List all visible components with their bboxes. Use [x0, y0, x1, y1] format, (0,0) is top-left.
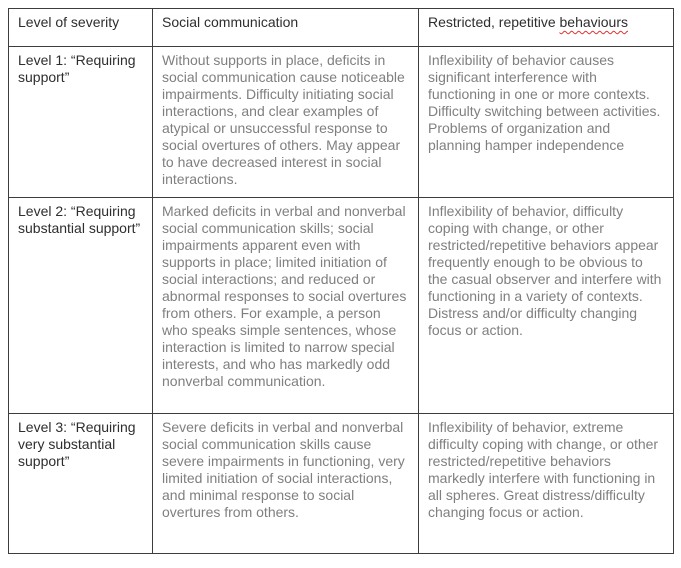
- restricted-behaviours-text: Inflexibility of behavior, difficulty coping with change, or other restricted/repetitive behaviors appear frequently enough to be obvious to the casual observer and interfere with functioning in a variety of contexts. Distress and/or difficulty changing focus or action.: [428, 203, 662, 338]
- header-cell-level-of-severity: [9, 9, 153, 47]
- severity-cell: [9, 47, 153, 198]
- severity-label: Level 3: “Requiring very substantial support”: [18, 419, 136, 469]
- header-row: [9, 9, 674, 47]
- social-communication-cell: [153, 198, 419, 414]
- restricted-behaviours-cell: [419, 47, 674, 198]
- restricted-behaviours-cell: [419, 414, 674, 554]
- restricted-behaviours-text: Inflexibility of behavior, extreme difficulty coping with change, or other restricted/repetitive behaviors markedly interfere with functioning in all spheres. Great distress/difficulty changing focus or action.: [428, 419, 659, 520]
- severity-label: Level 1: “Requiring support”: [18, 52, 136, 85]
- table-row-level-2: [9, 198, 674, 414]
- header-label-severity: Level of severity: [18, 14, 120, 30]
- severity-cell: [9, 414, 153, 554]
- restricted-behaviours-text: Inflexibility of behavior causes significant interference with functioning in one or more contexts. Difficulty switching between activities. Problems of organization and planning hamper independence: [428, 52, 661, 153]
- severity-cell: [9, 198, 153, 414]
- social-communication-cell: [153, 47, 419, 198]
- social-communication-text: Without supports in place, deficits in social communication cause noticeable impairments. Difficulty initiating social interactions, and clear examples of atypical or unsuccessful response to social overtures of others. May appear to have decreased interest in social interactions.: [162, 52, 405, 187]
- social-communication-text: Severe deficits in verbal and nonverbal social communication skills cause severe impairments in functioning, very limited initiation of social interactions, and minimal response to social overtures from others.: [162, 419, 405, 520]
- social-communication-text: Marked deficits in verbal and nonverbal social communication skills; social impairments apparent even with supports in place; limited initiation of social interactions; and reduced or abnormal responses to social overtures from others. For example, a person who speaks simple sentences, whose interaction is limited to narrow special interests, and who has markedly odd nonverbal communication.: [162, 203, 407, 389]
- severity-label: Level 2: “Requiring substantial support”: [18, 203, 141, 236]
- social-communication-cell: [153, 414, 419, 554]
- table-row-level-1: [9, 47, 674, 198]
- restricted-behaviours-cell: [419, 198, 674, 414]
- header-cell-restricted-repetitive-behaviours: [419, 9, 674, 47]
- header-label-social-communication: Social communication: [162, 14, 299, 30]
- misspelled-word-behaviours: behaviours: [559, 14, 628, 30]
- severity-levels-table: [8, 8, 674, 554]
- table-row-level-3: [9, 414, 674, 554]
- header-cell-social-communication: [153, 9, 419, 47]
- header-label-restricted-prefix: Restricted, repetitive: [428, 14, 560, 30]
